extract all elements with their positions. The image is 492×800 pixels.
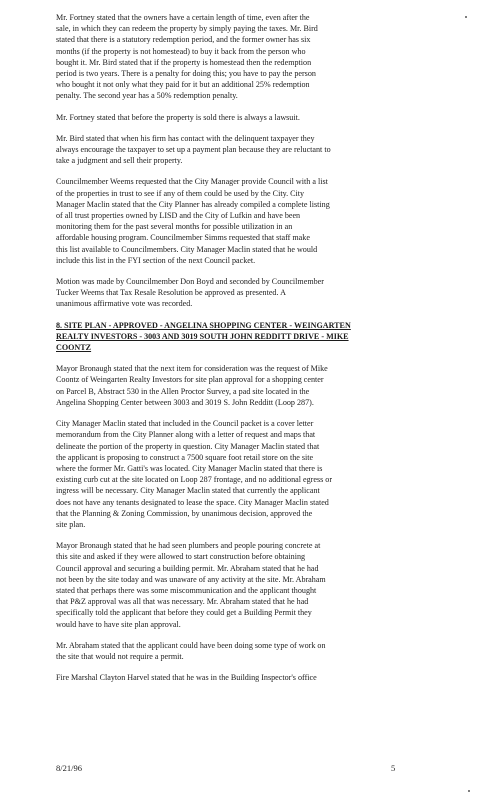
paragraph-motion: Motion was made by Councilmember Don Boyd and seconded by Councilmember Tucker Weems that Tax Resale Resolution be approved as presented. A unanimous affirmative vote was recorded. [56, 277, 324, 309]
paragraph-manager-statement: City Manager Maclin stated that included in the Council packet is a cover letter memorandum from the City Planner along with a letter of request and maps that delineate the portion of the property in question. City Manager Maclin stated that the applicant is proposing to construct a 7500 square foot retail store on the site where the former Mr. Gatti's was located. City Manager Maclin stated that there is existing curb cut at the site located on Loop 287 frontage, and no additional egress or ingress will be necessary. City Manager Maclin stated that currently the applicant does not have any tenants designated to lease the space. City Manager Maclin stated that the Planning & Zoning Commission, by unanimous decision, approved the site plan. [56, 419, 333, 529]
paragraph-permit-note: Mr. Abraham stated that the applicant could have been doing some type of work on the site that would not require a permit. [56, 640, 326, 661]
paragraph-fire-marshal: Fire Marshal Clayton Harvel stated that he was in the Building Inspector's office [56, 673, 317, 683]
footer-date: 8/21/96 [56, 763, 82, 773]
document-page [56, 12, 440, 693]
section-heading-site-plan: 8. SITE PLAN - APPROVED - ANGELINA SHOPPING CENTER - WEINGARTEN REALTY INVESTORS - 3003 AND 3019 SOUTH JOHN REDDITT DRIVE - MIKE COONTZ [56, 320, 351, 353]
scan-speck [465, 16, 467, 18]
paragraph-request: Mayor Bronaugh stated that the next item for consideration was the request of Mike Coontz of Weingarten Realty Investors for site plan approval for a shopping center on Parcel B, Abstract 530 in the Allen Proctor Survey, a pad site located in the Angelina Shopping Center between 3003 and 3019 S. John Redditt (Loop 287). [56, 364, 328, 407]
paragraph-payment-plan: Mr. Bird stated that when his firm has contact with the delinquent taxpayer they always encourage the taxpayer to set up a payment plan because they are reluctant to take a judgment and sell their property. [56, 133, 331, 166]
paragraph-construction-question: Mayor Bronaugh stated that he had seen plumbers and people pouring concrete at this site and asked if they were allowed to start construction before obtaining Council approval and securing a building permit. Mr. Abraham stated that he had not been by the site today and was unaware of any activity at the site. Mr. Abraham stated that perhaps there was some miscommunication and the applicant thought that P&Z approval was all that was necessary. Mr. Abraham stated that he had specifically told the applicant that before they could get a Building Permit they would have to have site plan approval. [56, 541, 326, 629]
scan-speck [468, 790, 470, 792]
paragraph-lawsuit: Mr. Fortney stated that before the property is sold there is always a lawsuit. [56, 112, 300, 122]
paragraph-trust-properties: Councilmember Weems requested that the City Manager provide Council with a list of the properties in trust to see if any of them could be used by the City. City Manager Maclin stated that the City Planner has already compiled a complete listing of all trust properties owned by LISD and the City of Lufkin and have been monitoring them for the past several months for possible utilization in an affordable housing program. Councilmember Simms requested that staff make this list available to Councilmembers. City Manager Maclin stated that he would include this list in the FYI section of the next Council packet. [56, 177, 330, 265]
paragraph-redemption-period: Mr. Fortney stated that the owners have a certain length of time, even after the sale, in which they can redeem the property by simply paying the taxes. Mr. Bird stated that there is a statutory redemption period, and the former owner has six months (if the property is not homestead) to buy it back from the person who bought it. Mr. Bird stated that if the property is homestead then the redemption period is two years. There is a penalty for doing this; you have to pay the person who bought it not only what they paid for it but an additional 25% redemption penalty. The second year has a 50% redemption penalty. [56, 13, 318, 101]
page-number: 5 [391, 763, 396, 773]
